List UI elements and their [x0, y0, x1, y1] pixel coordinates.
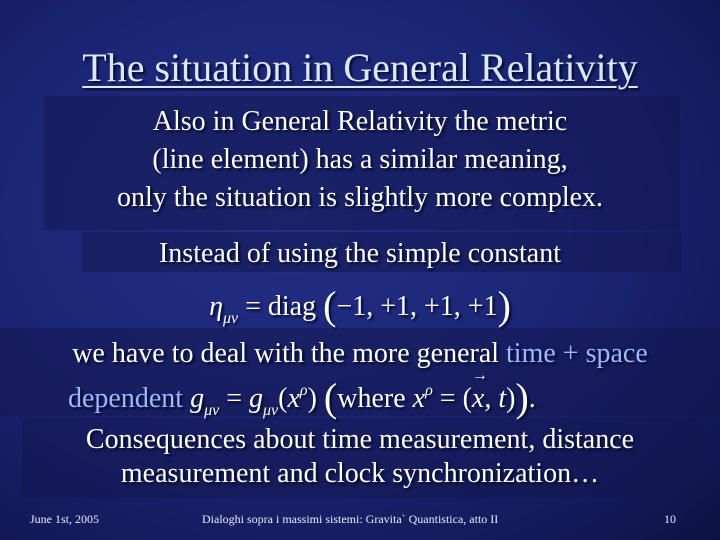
where-close-paren: ): [515, 375, 529, 420]
arg-open: (: [278, 383, 288, 414]
vector-x: → x: [472, 383, 484, 415]
g2-symbol: g: [249, 383, 263, 414]
time-space-highlight: time + space: [506, 338, 648, 369]
paragraph3-line2: [68, 374, 708, 421]
g2-subscript: μν: [263, 402, 279, 419]
g-subscript: μν: [204, 402, 220, 419]
paragraph2-line: Instead of using the simple constant: [158, 238, 562, 269]
slide-title: The situation in General Relativity: [82, 45, 638, 90]
page-number: 10: [664, 512, 676, 526]
footer-title: Dialoghi sopra i massimi sistemi: Gravita` Quantistica, atto II: [202, 512, 499, 526]
eq1-open-paren: (: [323, 283, 337, 328]
eta-subscript: μν: [222, 310, 239, 327]
eta-symbol: η: [209, 291, 223, 322]
diag-args: −1, +1, +1, +1: [336, 291, 498, 322]
g-symbol: g: [190, 383, 205, 414]
where-word: where: [337, 383, 413, 414]
footer-date: June 1st, 2005: [30, 512, 99, 526]
where-open-paren: (: [323, 375, 338, 420]
paragraph4-line2: measurement and clock synchronization…: [120, 458, 600, 489]
rho-superscript: ρ: [299, 382, 308, 399]
period: .: [528, 383, 536, 414]
footer: [0, 512, 720, 532]
paragraph4-line1: Consequences about time measurement, distance: [85, 424, 635, 455]
paragraph1-line3: only the situation is slightly more complex.: [116, 182, 604, 213]
arg-close: ): [307, 383, 317, 414]
x-symbol: x: [287, 383, 300, 414]
rho2-superscript: ρ: [425, 382, 433, 399]
paragraph3-line1: [0, 338, 720, 370]
inner-close: ): [506, 383, 516, 414]
diag-func: diag: [267, 291, 317, 322]
eq1-equals: =: [238, 291, 268, 322]
paragraph1-line1: Also in General Relativity the metric: [152, 106, 568, 137]
eq2-equals: =: [219, 383, 249, 414]
paragraph1-line2: (line element) has a similar meaning,: [152, 144, 568, 175]
equation-eta-diag: [0, 282, 720, 329]
eq1-close-paren: ): [497, 283, 511, 328]
comma-t: , t: [484, 383, 507, 414]
x2-symbol: x: [412, 383, 426, 414]
dependent-highlight: dependent: [68, 383, 191, 414]
eq3-equals: = (: [432, 383, 472, 414]
paragraph3-text: we have to deal with the more general: [72, 338, 507, 369]
